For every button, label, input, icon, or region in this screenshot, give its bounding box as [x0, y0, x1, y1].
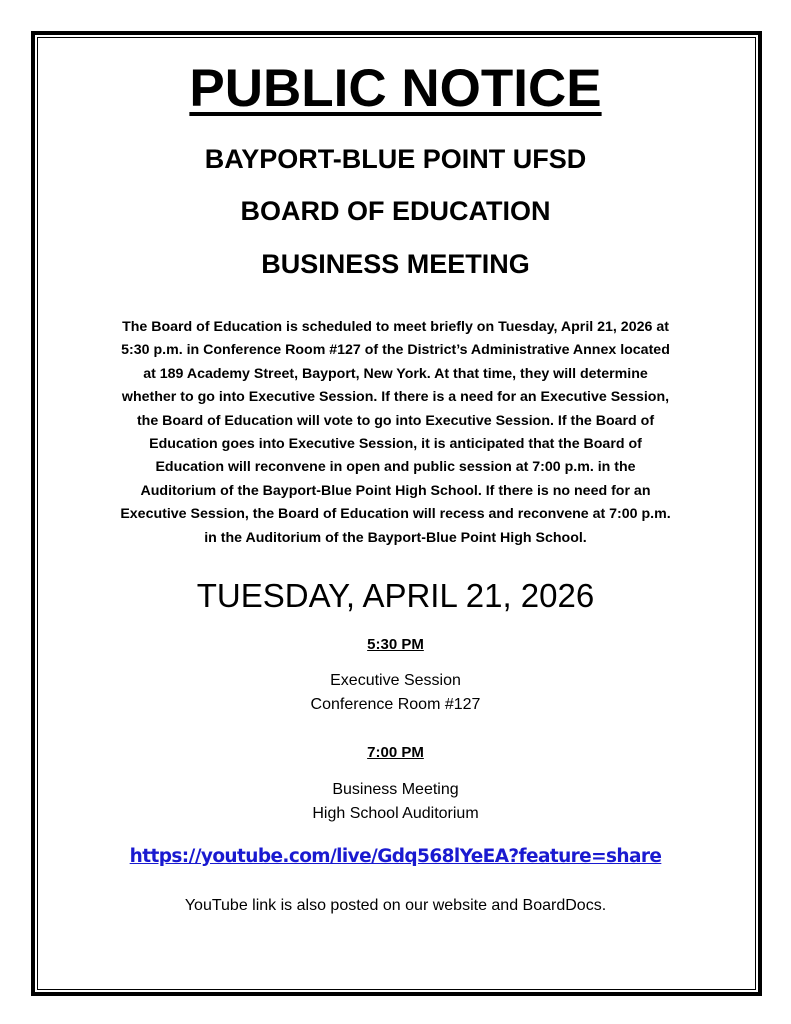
youtube-link[interactable]: https://youtube.com/live/Gdq568lYeEA?feature=share	[129, 846, 662, 867]
page-title: PUBLIC NOTICE	[189, 59, 602, 118]
paragraph-line: in the Auditorium of the Bayport-Blue Point High School.	[204, 529, 587, 546]
paragraph-line: The Board of Education is scheduled to meet briefly on Tuesday, April 21, 2026 at	[122, 319, 669, 335]
meeting-heading: BUSINESS MEETING	[261, 249, 530, 279]
paragraph-line: the Board of Education will vote to go into Executive Session. If the Board of	[136, 412, 655, 429]
paragraph-line: at 189 Academy Street, Bayport, New York. At that time, they will determine	[143, 365, 648, 382]
paragraph-line: Auditorium of the Bayport-Blue Point High School. If there is no need for an	[140, 482, 651, 499]
session2-time: 7:00 PM	[367, 744, 424, 761]
meeting-date: TUESDAY, APRIL 21, 2026	[196, 577, 595, 614]
paragraph-line: Executive Session, the Board of Education will recess and reconvene at 7:00 p.m.	[120, 506, 671, 523]
session1-time: 5:30 PM	[367, 636, 424, 653]
board-heading: BOARD OF EDUCATION	[240, 196, 551, 226]
session2-name: Business Meeting	[332, 781, 459, 798]
district-heading: BAYPORT-BLUE POINT UFSD	[204, 144, 587, 174]
paragraph-line: Education goes into Executive Session, it is anticipated that the Board of	[149, 436, 642, 452]
session1-location: Conference Room #127	[310, 696, 481, 713]
session1-name: Executive Session	[330, 672, 461, 689]
footer-note: YouTube link is also posted on our website and BoardDocs.	[184, 897, 607, 914]
paragraph-line: 5:30 p.m. in Conference Room #127 of the District’s Administrative Annex located	[121, 342, 670, 359]
paragraph-line: Education will reconvene in open and public session at 7:00 p.m. in the	[155, 459, 636, 476]
paragraph-line: whether to go into Executive Session. If there is a need for an Executive Session,	[121, 389, 670, 406]
session2-location: High School Auditorium	[312, 805, 479, 822]
